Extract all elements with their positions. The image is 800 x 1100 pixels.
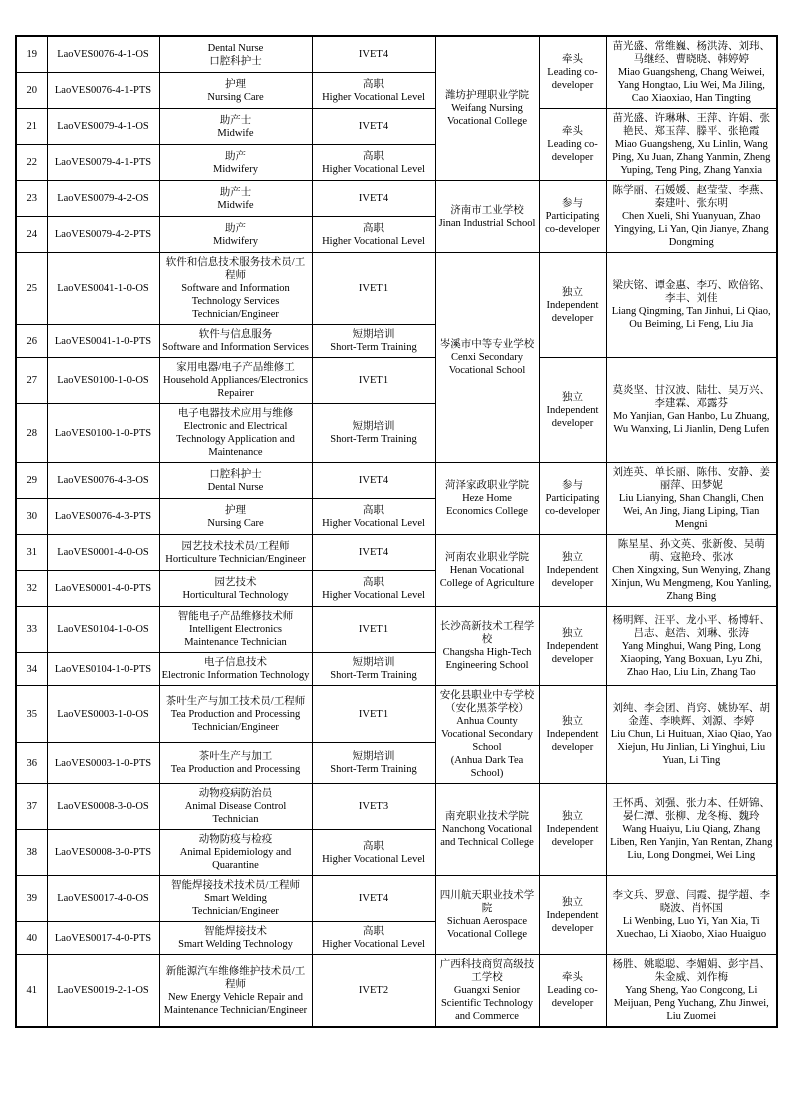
school-cell [435, 607, 539, 686]
standard-name-cell-line: Nursing Care [207, 517, 264, 529]
level-cell-line: IVET1 [358, 708, 389, 720]
role-cell [539, 358, 606, 463]
standard-name-cell-line: Tea Production and Processing [170, 764, 301, 776]
developers-cell-line: 杨胜、姚聪聪、李媚娟、彭宇昌、朱金威、刘作梅 [612, 959, 770, 983]
school-cell-line: Jinan Industrial School [438, 217, 536, 229]
standard-name-cell-line: 家用电器/电子产品维修工 [176, 362, 295, 373]
school-cell-line: Cenxi Secondary Vocational School [448, 352, 526, 376]
level-cell-line: Higher Vocational Level [322, 939, 425, 950]
standard-name-cell-line: 护理 [225, 504, 246, 516]
role-cell-line: Independent developer [546, 299, 599, 324]
developers-cell [606, 607, 777, 686]
standard-name-cell [159, 955, 312, 1028]
level-cell [312, 109, 435, 145]
level-cell-line: 高职 [363, 222, 384, 234]
level-cell [312, 404, 435, 463]
role-cell-line: Participating co-developer [545, 211, 600, 235]
level-cell-line: 高职 [363, 576, 384, 588]
row-number-cell: 20 [16, 73, 47, 109]
developers-cell [606, 358, 777, 463]
developers-cell-line: 莫炎坚、甘汉波、陆壮、吴万兴、李建霖、邓露芬 [612, 385, 770, 409]
school-cell-line: Nanchong Vocational and Technical College [440, 824, 534, 848]
level-cell [312, 36, 435, 73]
standard-code-cell: LaoVES0003-1-0-PTS [47, 743, 159, 784]
standard-name-cell [159, 686, 312, 743]
table-row [16, 253, 777, 325]
row-number-cell: 32 [16, 571, 47, 607]
developers-cell-line: Miao Guangsheng, Chang Weiwei, Yang Hongtao, Liu Wei, Ma Jiling, Cao Xiaoxiao, Han Tingting [617, 67, 765, 104]
level-cell-line: IVET4 [358, 121, 389, 132]
role-cell-line: Independent developer [546, 565, 599, 589]
school-cell-line: Changsha High-Tech Engineering School [442, 647, 532, 671]
standard-name-cell-line: Software and Information Technology Services Technician/Engineer [181, 283, 290, 320]
row-number-cell: 39 [16, 876, 47, 922]
level-cell-line: 高职 [363, 150, 384, 162]
school-cell-line: 广西科技商贸高级技工学校 [439, 959, 535, 983]
developers-cell [606, 535, 777, 607]
school-cell-line: 岑溪市中等专业学校 [439, 339, 535, 350]
row-number-cell: 40 [16, 922, 47, 955]
role-cell-line: Independent developer [546, 404, 599, 429]
standard-name-cell [159, 876, 312, 922]
standard-name-cell-line: Household Appliances/Electronics Repairer [163, 375, 308, 399]
standard-name-cell-line: Software and Information Services [162, 342, 309, 353]
row-number-cell: 35 [16, 686, 47, 743]
level-cell-line: IVET4 [358, 193, 389, 204]
level-cell [312, 499, 435, 535]
role-cell [539, 109, 606, 181]
developers-cell-line: Liu Lianying, Shan Changli, Chen Wei, An Jing, Jiang Liping, Tian Mengni [618, 493, 764, 530]
level-cell-line: 短期培训 [352, 657, 395, 668]
row-number-cell: 41 [16, 955, 47, 1028]
table-row [16, 358, 777, 404]
school-cell [435, 784, 539, 876]
developers-cell-line: Miao Guangsheng, Xu Linlin, Wang Ping, Xu Juan, Zhang Yanmin, Zheng Yuping, Teng Ping, Zhang Yanxia [612, 139, 771, 176]
standard-name-cell-line: 动物防疫与检疫 [198, 834, 273, 845]
school-cell-line: 安化县职业中专学校 [439, 690, 535, 701]
developers-cell-line: 王怀禹、刘强、张力本、任妍锦、晏仁潭、张柳、龙冬梅、魏玲 [612, 798, 770, 822]
level-cell [312, 325, 435, 358]
school-cell-line: 菏泽家政职业学院 [445, 480, 529, 491]
level-cell [312, 743, 435, 784]
school-cell-line: Heze Home Economics College [446, 493, 528, 517]
standard-name-cell-line: Dental Nurse [207, 481, 264, 493]
developers-cell [606, 955, 777, 1028]
role-cell-line: Participating co-developer [545, 493, 600, 517]
school-cell-line: Weifang Nursing Vocational College [447, 103, 527, 127]
standard-name-cell-line: 助产 [225, 150, 246, 162]
role-cell-line: Leading co-developer [547, 139, 598, 163]
level-cell-line: IVET1 [358, 624, 389, 635]
level-cell-line: 高职 [363, 78, 384, 90]
school-cell-line: Guangxi Senior Scientific Technology and Commerce [440, 985, 534, 1022]
standard-code-cell: LaoVES0003-1-0-OS [47, 686, 159, 743]
school-cell [435, 36, 539, 181]
level-cell-line: IVET1 [358, 283, 389, 294]
standard-code-cell: LaoVES0041-1-0-OS [47, 253, 159, 325]
standard-name-cell [159, 830, 312, 876]
level-cell-line: Short-Term Training [330, 670, 417, 681]
level-cell [312, 73, 435, 109]
developers-cell-line: 刘纯、李会团、肖窍、姚协军、胡金莲、李映辉、刘源、李婷 [612, 703, 770, 727]
level-cell [312, 922, 435, 955]
standard-name-cell [159, 145, 312, 181]
standard-name-cell-line: 园艺技术 [214, 576, 257, 588]
standard-code-cell: LaoVES0104-1-0-OS [47, 607, 159, 653]
standard-name-cell-line: 动物疫病防治员 [198, 788, 273, 799]
standard-name-cell [159, 36, 312, 73]
school-cell-line: Anhua County Vocational Secondary School [441, 716, 533, 753]
school-cell-line: Henan Vocational College of Agriculture [439, 565, 535, 589]
standard-code-cell: LaoVES0008-3-0-OS [47, 784, 159, 830]
level-cell [312, 955, 435, 1028]
developers-cell-line: 杨明辉、汪平、龙小平、杨博轩、吕志、赵浩、刘琳、张涛 [612, 614, 770, 639]
standard-code-cell: LaoVES0076-4-3-PTS [47, 499, 159, 535]
standard-name-cell-line: Electronic and Electrical Technology Application and Maintenance [176, 421, 295, 458]
standard-code-cell: LaoVES0100-1-0-PTS [47, 404, 159, 463]
standard-name-cell [159, 571, 312, 607]
developers-cell-line: Yang Minghui, Wang Ping, Long Xiaoping, Yang Boxuan, Lyu Zhi, Zhao Hao, Liu Lin, Zhang Tao [620, 640, 763, 678]
level-cell-line: IVET4 [358, 49, 389, 60]
standard-name-cell-line: 智能焊接技术 [204, 926, 267, 937]
standard-name-cell-line: 助产士 [219, 114, 252, 126]
standard-name-cell-line: Intelligent Electronics Maintenance Technician [184, 624, 287, 648]
developers-cell-line: 刘连英、单长丽、陈伟、安静、姜丽萍、田梦妮 [612, 467, 770, 491]
standard-name-cell-line: 助产士 [219, 186, 252, 198]
school-cell-line: 济南市工业学校 [450, 204, 524, 216]
level-cell [312, 463, 435, 499]
level-cell-line: Short-Term Training [330, 434, 417, 445]
school-cell-line: 河南农业职业学院 [445, 552, 529, 563]
role-cell [539, 784, 606, 876]
standard-name-cell-line: Horticultural Technology [182, 589, 289, 601]
role-cell-line: 牵头 [562, 54, 583, 65]
role-cell-line: Leading co-developer [547, 67, 598, 91]
standard-name-cell [159, 253, 312, 325]
role-cell [539, 253, 606, 358]
standard-name-cell-line: 智能焊接技术技术员/工程师 [171, 880, 300, 891]
standard-name-cell-line: 助产 [225, 222, 246, 234]
row-number-cell: 34 [16, 653, 47, 686]
standard-code-cell: LaoVES0001-4-0-OS [47, 535, 159, 571]
standard-code-cell: LaoVES0019-2-1-OS [47, 955, 159, 1028]
level-cell-line: IVET4 [358, 893, 389, 904]
role-cell [539, 955, 606, 1028]
level-cell-line: 高职 [363, 926, 384, 937]
level-cell-line: Higher Vocational Level [322, 91, 425, 103]
level-cell-line: Short-Term Training [330, 342, 417, 353]
table-row [16, 876, 777, 922]
standard-name-cell-line: Animal Epidemiology and Quarantine [179, 847, 292, 871]
role-cell-line: 独立 [562, 391, 583, 403]
standard-name-cell-line: 智能电子产品维修技术师 [177, 611, 294, 622]
standard-name-cell [159, 109, 312, 145]
row-number-cell: 31 [16, 535, 47, 571]
row-number-cell: 27 [16, 358, 47, 404]
row-number-cell: 26 [16, 325, 47, 358]
standard-name-cell [159, 535, 312, 571]
developers-cell-line: 梁庆铭、谭金惠、李巧、欧倍铭、李丰、刘佳 [612, 280, 770, 304]
standard-name-cell-line: Tea Production and Processing Technician/Engineer [170, 708, 301, 733]
standard-code-cell: LaoVES0017-4-0-OS [47, 876, 159, 922]
level-cell-line: 短期培训 [352, 421, 395, 432]
school-cell [435, 463, 539, 535]
role-cell-line: 独立 [562, 286, 583, 298]
row-number-cell: 36 [16, 743, 47, 784]
school-cell-line: 南充职业技术学院 [445, 811, 529, 822]
level-cell-line: IVET4 [358, 547, 389, 558]
table-row [16, 784, 777, 830]
standard-code-cell: LaoVES0017-4-0-PTS [47, 922, 159, 955]
school-cell [435, 535, 539, 607]
level-cell-line: 短期培训 [352, 751, 395, 763]
standards-table-body [16, 36, 777, 1027]
table-row [16, 181, 777, 217]
level-cell [312, 830, 435, 876]
standard-name-cell-line: Dental Nurse [207, 42, 264, 54]
developers-cell [606, 253, 777, 358]
standard-name-cell-line: 软件和信息技术服务技术员/工程师 [165, 257, 306, 281]
level-cell-line: IVET1 [358, 375, 389, 386]
role-cell [539, 181, 606, 253]
developers-cell [606, 463, 777, 535]
standard-name-cell-line: Smart Welding Technician/Engineer [192, 893, 279, 917]
row-number-cell: 38 [16, 830, 47, 876]
standard-code-cell: LaoVES0079-4-1-OS [47, 109, 159, 145]
standard-name-cell-line: Midwifery [213, 163, 258, 175]
standard-name-cell [159, 217, 312, 253]
level-cell [312, 181, 435, 217]
standard-name-cell-line: Midwifery [213, 235, 258, 247]
standard-code-cell: LaoVES0001-4-0-PTS [47, 571, 159, 607]
developers-cell-line: 陈星星、孙文英、张新俊、吴萌萌、寇艳玲、张冰 [617, 539, 765, 563]
school-cell-line: 长沙高新技术工程学校 [439, 621, 535, 645]
table-row [16, 36, 777, 73]
level-cell [312, 571, 435, 607]
standard-name-cell-line: 电子信息技术 [204, 657, 267, 668]
level-cell [312, 358, 435, 404]
standard-name-cell [159, 743, 312, 784]
standard-name-cell-line: 新能源汽车维修维护技术员/工程师 [165, 965, 306, 990]
role-cell-line: 牵头 [562, 972, 583, 983]
level-cell-line: Higher Vocational Level [322, 163, 425, 175]
table-row [16, 535, 777, 571]
row-number-cell: 21 [16, 109, 47, 145]
standard-name-cell [159, 358, 312, 404]
standard-name-cell [159, 181, 312, 217]
school-cell-line: 四川航天职业技术学院 [439, 890, 535, 914]
role-cell-line: 独立 [562, 811, 583, 822]
standard-name-cell-line: Midwife [217, 199, 254, 211]
school-cell [435, 876, 539, 955]
row-number-cell: 29 [16, 463, 47, 499]
row-number-cell: 37 [16, 784, 47, 830]
standard-name-cell [159, 922, 312, 955]
developers-cell-line: 苗光盛、许琳琳、王萍、许娟、张艳民、郑玉萍、滕平、张艳霞 [612, 113, 770, 137]
level-cell [312, 686, 435, 743]
role-cell-line: 牵头 [562, 126, 583, 137]
standard-name-cell [159, 607, 312, 653]
standard-code-cell: LaoVES0008-3-0-PTS [47, 830, 159, 876]
standard-name-cell-line: 园艺技术技术员/工程师 [181, 540, 290, 552]
standard-name-cell-line: 茶叶生产与加工 [198, 751, 273, 763]
developers-cell [606, 36, 777, 109]
role-cell-line: 独立 [562, 627, 583, 639]
standards-table [15, 35, 778, 1028]
developers-cell [606, 686, 777, 784]
level-cell [312, 253, 435, 325]
level-cell-line: Higher Vocational Level [322, 235, 425, 247]
standard-name-cell-line: 护理 [225, 78, 246, 90]
developers-cell [606, 181, 777, 253]
school-cell [435, 253, 539, 463]
row-number-cell: 24 [16, 217, 47, 253]
level-cell [312, 217, 435, 253]
level-cell-line: 短期培训 [352, 329, 395, 340]
school-cell-line: （安化黑茶学校） [445, 703, 529, 714]
developers-cell-line: 陈学丽、石媛媛、赵莹莹、李燕、秦建叶、张东明 [612, 185, 770, 209]
standard-code-cell: LaoVES0079-4-2-OS [47, 181, 159, 217]
standard-name-cell [159, 653, 312, 686]
developers-cell-line: 苗光盛、常维巍、杨洪涛、刘玮、马继经、曹晓晓、韩婷婷 [612, 41, 770, 65]
row-number-cell: 23 [16, 181, 47, 217]
standard-name-cell [159, 404, 312, 463]
table-row [16, 955, 777, 1028]
role-cell-line: 独立 [562, 716, 583, 727]
role-cell-line: Leading co-developer [547, 985, 598, 1009]
role-cell [539, 463, 606, 535]
standard-name-cell-line: 电子电器技术应用与维修 [177, 408, 294, 419]
level-cell-line: Higher Vocational Level [322, 589, 425, 601]
standard-name-cell-line: 口腔科护士 [209, 468, 262, 480]
developers-cell-line: Chen Xueli, Shi Yuanyuan, Zhao Yingying, Li Yan, Qin Jianye, Zhang Dongming [613, 211, 769, 248]
level-cell [312, 653, 435, 686]
table-row [16, 463, 777, 499]
level-cell-line: Higher Vocational Level [322, 517, 425, 529]
role-cell-line: 独立 [562, 552, 583, 563]
level-cell-line: Short-Term Training [330, 764, 417, 776]
level-cell [312, 876, 435, 922]
role-cell-line: Independent developer [546, 729, 599, 753]
developers-cell-line: 李文兵、罗意、闫霞、提学超、李晓波、肖怀国 [612, 890, 770, 914]
developers-cell-line: Li Wenbing, Luo Yi, Yan Xia, Ti Xuechao, Li Xiaobo, Xiao Huaiguo [616, 916, 767, 940]
developers-cell-line: Chen Xingxing, Sun Wenying, Zhang Xinjun, Wu Mengmeng, Kou Yanling, Zhang Bing [611, 565, 772, 602]
level-cell-line: Higher Vocational Level [322, 853, 425, 865]
standard-name-cell [159, 784, 312, 830]
developers-cell-line: Mo Yanjian, Gan Hanbo, Lu Zhuang, Wu Wanxing, Li Jianlin, Deng Lufen [612, 411, 770, 435]
standard-name-cell [159, 73, 312, 109]
role-cell-line: Independent developer [546, 824, 599, 848]
standard-code-cell: LaoVES0076-4-1-PTS [47, 73, 159, 109]
standard-name-cell [159, 463, 312, 499]
standard-name-cell [159, 325, 312, 358]
standard-name-cell-line: Smart Welding Technology [178, 939, 293, 950]
role-cell [539, 36, 606, 109]
role-cell [539, 876, 606, 955]
row-number-cell: 30 [16, 499, 47, 535]
role-cell-line: 参与 [562, 198, 583, 209]
role-cell-line: 独立 [562, 896, 583, 908]
role-cell-line: Independent developer [546, 640, 599, 665]
table-row [16, 686, 777, 743]
developers-cell-line: Liang Qingming, Tan Jinhui, Li Qiao, Ou Beiming, Li Feng, Liu Jia [611, 306, 771, 330]
school-cell-line: Sichuan Aerospace Vocational College [446, 916, 528, 940]
row-number-cell: 25 [16, 253, 47, 325]
row-number-cell: 22 [16, 145, 47, 181]
level-cell [312, 535, 435, 571]
developers-cell [606, 784, 777, 876]
school-cell-line: 潍坊护理职业学院 [445, 90, 529, 101]
role-cell-line: Independent developer [546, 909, 599, 934]
standard-name-cell [159, 499, 312, 535]
standard-name-cell-line: 口腔科护士 [209, 55, 262, 67]
standard-code-cell: LaoVES0079-4-2-PTS [47, 217, 159, 253]
row-number-cell: 19 [16, 36, 47, 73]
standard-name-cell-line: Animal Disease Control Technician [184, 801, 287, 825]
row-number-cell: 28 [16, 404, 47, 463]
level-cell [312, 145, 435, 181]
table-row [16, 109, 777, 145]
standard-code-cell: LaoVES0076-4-3-OS [47, 463, 159, 499]
standard-code-cell: LaoVES0076-4-1-OS [47, 36, 159, 73]
standard-code-cell: LaoVES0079-4-1-PTS [47, 145, 159, 181]
role-cell [539, 535, 606, 607]
level-cell-line: 高职 [363, 504, 384, 516]
standard-name-cell-line: Horticulture Technician/Engineer [165, 553, 306, 565]
developers-cell-line: Wang Huaiyu, Liu Qiang, Zhang Liben, Ren Yanjin, Yan Rentan, Zhang Liu, Long Dongmei, Wei Ling [610, 824, 773, 861]
developers-cell-line: Yang Sheng, Yao Congcong, Li Meijuan, Peng Yuchang, Zhu Jinwei, Liu Zuomei [613, 985, 769, 1022]
standard-code-cell: LaoVES0100-1-0-OS [47, 358, 159, 404]
standard-code-cell: LaoVES0104-1-0-PTS [47, 653, 159, 686]
table-row [16, 607, 777, 653]
standard-name-cell-line: 软件与信息服务 [198, 329, 273, 340]
standard-name-cell-line: Electronic Information Technology [161, 670, 310, 681]
standard-name-cell-line: Midwife [217, 127, 254, 139]
level-cell-line: IVET2 [358, 985, 389, 996]
row-number-cell: 33 [16, 607, 47, 653]
standard-code-cell: LaoVES0041-1-0-PTS [47, 325, 159, 358]
school-cell [435, 181, 539, 253]
role-cell-line: 参与 [562, 480, 583, 491]
level-cell [312, 607, 435, 653]
level-cell [312, 784, 435, 830]
school-cell-line: (Anhua Dark Tea School) [450, 755, 524, 779]
developers-cell-line: Liu Chun, Li Huituan, Xiao Qiao, Yao Xiejun, Hu Jinlian, Li Yinghui, Liu Yuan, Li Ting [610, 729, 772, 766]
standard-name-cell-line: New Energy Vehicle Repair and Maintenance Technician/Engineer [163, 991, 308, 1016]
school-cell [435, 955, 539, 1028]
developers-cell [606, 876, 777, 955]
standard-name-cell-line: Nursing Care [207, 91, 264, 103]
level-cell-line: 高职 [363, 840, 384, 852]
school-cell [435, 686, 539, 784]
role-cell [539, 686, 606, 784]
level-cell-line: IVET4 [358, 475, 389, 486]
standard-name-cell-line: 茶叶生产与加工技术员/工程师 [165, 695, 306, 707]
developers-cell [606, 109, 777, 181]
level-cell-line: IVET3 [358, 801, 389, 812]
role-cell [539, 607, 606, 686]
